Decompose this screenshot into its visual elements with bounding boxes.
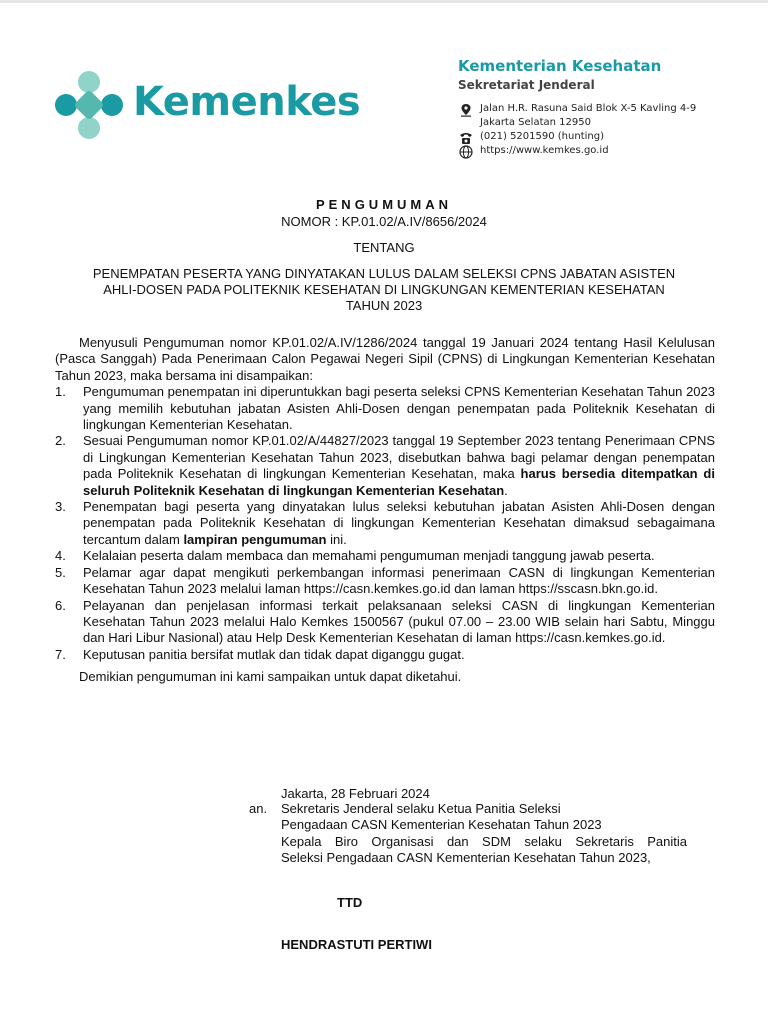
- list-item: 5. Pelamar agar dapat mengikuti perkembangan informasi penerimaan CASN di lingkungan Kementerian Kesehatan Tahun 2023 melalui laman https://casn.kemkes.go.id dan laman https://sscasn.bkn.go.id.: [55, 564, 715, 597]
- announcement-body: [55, 335, 715, 686]
- intro-paragraph: Menyusuli Pengumuman nomor KP.01.02/A.IV/1286/2024 tanggal 19 Januari 2024 tentang Hasil Kelulusan (Pasca Sanggah) Pada Penerimaan Calon Pegawai Negeri Sipil (CPNS) di Lingkungan Kementerian Kesehatan Tahun 2023, maka bersama ini disampaikan:: [55, 335, 715, 383]
- list-item: 3. Penempatan bagi peserta yang dinyatakan lulus seleksi kebutuhan jabatan Asisten Ahli-Dosen dengan penempatan pada Politeknik Kesehatan di lingkungan Kementerian Kesehatan dimaksud sebagaimana tercantum dalam lampiran pengumuman ini.: [55, 499, 715, 547]
- logo-wordmark: Kemenkes: [133, 79, 361, 125]
- announcement-items: [55, 384, 715, 663]
- list-item: 2. Sesuai Pengumuman nomor KP.01.02/A/44827/2023 tanggal 19 September 2023 tentang Penerimaan CPNS di Lingkungan Kementerian Kesehatan Tahun 2023, disebutkan bahwa bagi pelamar dengan penempatan pada Politeknik Kesehatan di lingkungan Kementerian Kesehatan, maka harus bersedia ditempatkan di seluruh Politeknik Kesehatan di lingkungan Kementerian Kesehatan.: [55, 433, 715, 498]
- announcement-about: TENTANG: [353, 240, 415, 255]
- ministry-name: Kementerian Kesehatan: [458, 57, 662, 75]
- kemenkes-logo-mark-icon: [54, 70, 124, 140]
- signatory-title-line-1: Sekretaris Jenderal selaku Ketua Panitia Seleksi: [281, 801, 561, 816]
- subject-line-3: TAHUN 2023: [345, 298, 423, 313]
- announcement-title: PENGUMUMAN: [315, 197, 453, 212]
- bold-emphasis: lampiran pengumuman: [183, 531, 327, 547]
- list-item: 4. Kelalaian peserta dalam membaca dan memahami pengumuman menjadi tanggung jawab peserta.: [55, 548, 655, 564]
- website: [458, 144, 758, 158]
- atas-nama-label: an.: [249, 801, 268, 816]
- signatory-position-line-1: Kepala Biro Organisasi dan SDM selaku Sekretaris Panitia: [281, 834, 687, 849]
- address-line-2: Jakarta Selatan 12950: [480, 117, 591, 128]
- address: [458, 102, 758, 130]
- phone-number: (021) 5201590 (hunting): [480, 131, 604, 142]
- list-item: 6. Pelayanan dan penjelasan informasi terkait pelaksanaan seleksi CASN di lingkungan Kementerian Kesehatan Tahun 2023 melalui Halo Kemkes 1500567 (pukul 07.00 – 23.00 WIB selain hari Sabtu, Minggu dan Hari Libur Nasional) atau Help Desk Kementerian Kesehatan di laman https://casn.kemkes.go.id.: [55, 597, 715, 646]
- phone: [458, 130, 758, 144]
- website-link[interactable]: https://www.kemkes.go.id: [480, 145, 609, 156]
- bold-emphasis: harus bersedia ditempatkan di seluruh Politeknik Kesehatan di lingkungan Kementerian Kesehatan: [83, 466, 715, 498]
- signatory-title: [281, 801, 602, 833]
- signatory-position-line-2: Seleksi Pengadaan CASN Kementerian Kesehatan Tahun 2023,: [281, 850, 651, 865]
- subject-line-2: AHLI-DOSEN PADA POLITEKNIK KESEHATAN DI LINGKUNGAN KEMENTERIAN KESEHATAN: [103, 282, 665, 297]
- signatory-name: HENDRASTUTI PERTIWI: [281, 937, 432, 952]
- announcement-subject: [50, 266, 718, 314]
- globe-icon: [458, 145, 474, 159]
- signatory-title-line-2: Pengadaan CASN Kementerian Kesehatan Tahun 2023: [281, 817, 602, 832]
- telephone-icon: [458, 131, 474, 145]
- subject-line-1: PENEMPATAN PESERTA YANG DINYATAKAN LULUS DALAM SELEKSI CPNS JABATAN ASISTEN: [92, 266, 676, 281]
- announcement-number: NOMOR : KP.01.02/A.IV/8656/2024: [281, 214, 487, 229]
- place-date: Jakarta, 28 Februari 2024: [281, 786, 430, 801]
- address-line-1: Jalan H.R. Rasuna Said Blok X-5 Kavling 4-9: [480, 103, 697, 114]
- page-top-border: [0, 0, 768, 3]
- list-item: 7. Keputusan panitia bersifat mutlak dan tidak dapat diganggu gugat.: [55, 646, 465, 662]
- list-item: 1. Pengumuman penempatan ini diperuntukkan bagi peserta seleksi CPNS Kementerian Kesehatan Tahun 2023 yang memilih kebutuhan jabatan Asisten Ahli-Dosen dengan penempatan pada Politeknik Kesehatan di lingkungan Kementerian Kesehatan.: [55, 384, 715, 433]
- division-name: Sekretariat Jenderal: [458, 78, 595, 92]
- location-pin-icon: [458, 103, 474, 117]
- kemenkes-logo: [54, 70, 364, 140]
- closing-paragraph: Demikian pengumuman ini kami sampaikan untuk dapat diketahui.: [79, 669, 462, 685]
- signed-mark: TTD: [337, 895, 363, 910]
- letterhead: [458, 56, 758, 158]
